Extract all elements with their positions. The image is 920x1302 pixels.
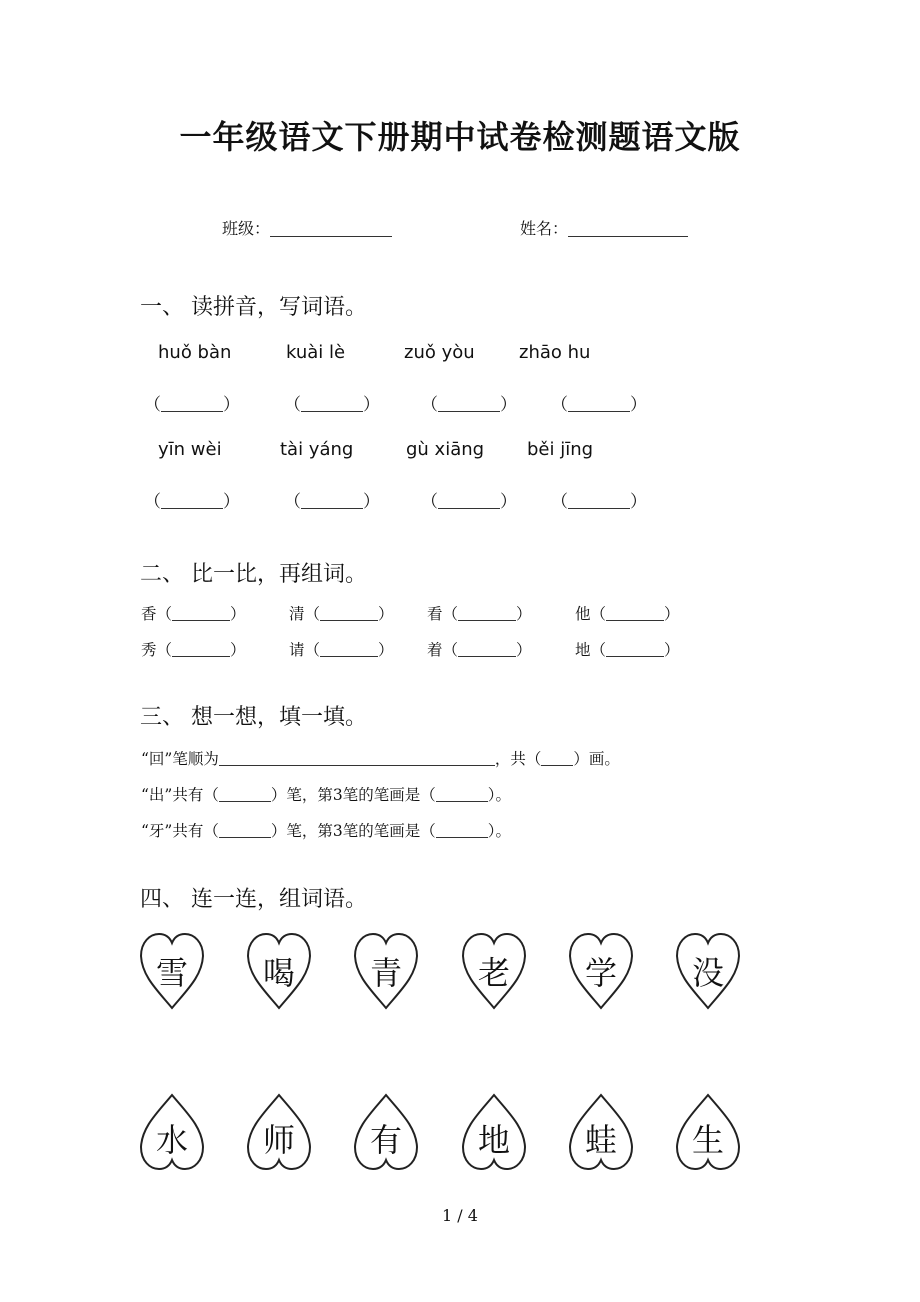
section-3-heading: 三、 想一想，填一填。 xyxy=(140,705,367,730)
prompt-text: “回”笔顺为 xyxy=(141,750,219,768)
prompt-text: ，共（ xyxy=(494,750,542,768)
blank-line[interactable] xyxy=(568,397,630,412)
stroke-order-line xyxy=(141,747,620,769)
pinyin-item: zuǒ yòu xyxy=(404,342,475,363)
compare-char: 清 xyxy=(289,605,305,623)
pinyin-item: běi jīng xyxy=(527,439,594,460)
paren-close: ） xyxy=(363,492,380,512)
paren-open: （ xyxy=(421,395,438,415)
paren-open: （ xyxy=(551,492,568,512)
blank-line[interactable] xyxy=(438,397,500,412)
blank-line[interactable] xyxy=(458,642,516,657)
prompt-text: ）。 xyxy=(487,786,511,804)
paren-open: （ xyxy=(144,395,161,415)
heart-char: 没 xyxy=(691,954,724,992)
paren-open: （ xyxy=(421,492,438,512)
class-blank[interactable] xyxy=(270,220,392,237)
blank-line[interactable] xyxy=(219,823,271,838)
compare-char: 地 xyxy=(575,641,591,659)
name-blank[interactable] xyxy=(568,220,688,237)
heart-card-bottom[interactable] xyxy=(568,1093,634,1171)
stroke-count-line xyxy=(141,819,511,841)
prompt-text: “出”共有（ xyxy=(141,786,219,804)
answer-blank[interactable] xyxy=(551,487,647,512)
paren-open: （ xyxy=(590,641,607,659)
heart-card-bottom[interactable] xyxy=(246,1093,312,1171)
blank-line[interactable] xyxy=(458,606,516,621)
heart-char: 学 xyxy=(584,954,617,992)
section-4-heading: 四、 连一连，组词语。 xyxy=(140,887,367,912)
blank-line[interactable] xyxy=(219,787,271,802)
paren-close: ） xyxy=(223,395,240,415)
paren-close: ） xyxy=(664,605,680,623)
blank-line[interactable] xyxy=(568,494,630,509)
blank-line[interactable] xyxy=(161,397,223,412)
paren-open: （ xyxy=(156,641,173,659)
paren-close: ） xyxy=(230,641,246,659)
paren-open: （ xyxy=(590,605,607,623)
paren-open: （ xyxy=(442,605,459,623)
heart-char: 喝 xyxy=(262,954,295,992)
heart-char: 青 xyxy=(369,954,402,992)
heart-card-top[interactable] xyxy=(461,932,527,1010)
compare-char: 着 xyxy=(427,641,443,659)
heart-card-bottom[interactable] xyxy=(675,1093,741,1171)
section-2-heading: 二、 比一比，再组词。 xyxy=(140,562,367,587)
compare-item xyxy=(141,602,246,624)
blank-line[interactable] xyxy=(301,494,363,509)
blank-line[interactable] xyxy=(436,823,488,838)
compare-item xyxy=(575,602,680,624)
stroke-count-line xyxy=(141,783,511,805)
answer-blank[interactable] xyxy=(421,390,517,415)
compare-char: 他 xyxy=(575,605,591,623)
blank-line[interactable] xyxy=(438,494,500,509)
class-label: 班级： xyxy=(222,219,271,238)
compare-char: 请 xyxy=(289,641,305,659)
page-title: 一年级语文下册期中试卷检测题语文版 xyxy=(179,118,741,156)
pinyin-item: gù xiāng xyxy=(406,439,485,460)
prompt-text: “牙”共有（ xyxy=(141,822,219,840)
compare-char: 香 xyxy=(141,605,157,623)
blank-line[interactable] xyxy=(161,494,223,509)
answer-blank[interactable] xyxy=(284,487,380,512)
blank-line[interactable] xyxy=(606,642,664,657)
blank-line[interactable] xyxy=(436,787,488,802)
prompt-text: ）笔，第3笔的笔画是（ xyxy=(270,822,436,840)
paren-open: （ xyxy=(284,395,301,415)
heart-char: 生 xyxy=(691,1121,724,1159)
paren-close: ） xyxy=(664,641,680,659)
paren-open: （ xyxy=(442,641,459,659)
prompt-text: ）画。 xyxy=(573,750,620,768)
paren-open: （ xyxy=(284,492,301,512)
compare-item xyxy=(141,638,246,660)
paren-open: （ xyxy=(156,605,173,623)
heart-card-top[interactable] xyxy=(675,932,741,1010)
paren-open: （ xyxy=(551,395,568,415)
blank-line[interactable] xyxy=(320,642,378,657)
pinyin-item: kuài lè xyxy=(286,342,346,363)
heart-card-top[interactable] xyxy=(246,932,312,1010)
paren-close: ） xyxy=(230,605,246,623)
answer-blank[interactable] xyxy=(284,390,380,415)
pinyin-item: yīn wèi xyxy=(158,439,222,460)
pinyin-item: zhāo hu xyxy=(519,342,591,363)
paren-close: ） xyxy=(516,605,532,623)
paren-close: ） xyxy=(500,395,517,415)
answer-blank[interactable] xyxy=(144,487,240,512)
paren-close: ） xyxy=(630,395,647,415)
heart-char: 蛙 xyxy=(584,1121,617,1159)
compare-item xyxy=(427,602,532,624)
paren-close: ） xyxy=(500,492,517,512)
blank-line[interactable] xyxy=(172,642,230,657)
answer-blank[interactable] xyxy=(421,487,517,512)
paren-close: ） xyxy=(363,395,380,415)
blank-line[interactable] xyxy=(320,606,378,621)
class-field xyxy=(222,216,392,239)
heart-card-bottom[interactable] xyxy=(139,1093,205,1171)
compare-item xyxy=(575,638,680,660)
heart-card-bottom[interactable] xyxy=(353,1093,419,1171)
prompt-text: ）笔，第3笔的笔画是（ xyxy=(270,786,436,804)
heart-card-top[interactable] xyxy=(568,932,634,1010)
heart-char: 师 xyxy=(262,1121,295,1159)
blank-line[interactable] xyxy=(219,751,495,766)
heart-char: 水 xyxy=(155,1121,188,1159)
paren-close: ） xyxy=(223,492,240,512)
blank-line[interactable] xyxy=(172,606,230,621)
answer-blank[interactable] xyxy=(144,390,240,415)
heart-char: 老 xyxy=(477,954,510,992)
paren-open: （ xyxy=(144,492,161,512)
blank-line[interactable] xyxy=(301,397,363,412)
compare-char: 看 xyxy=(427,605,443,623)
pinyin-item: tài yáng xyxy=(280,439,354,460)
pinyin-item: huǒ bàn xyxy=(158,342,232,363)
compare-item xyxy=(289,602,394,624)
compare-item xyxy=(427,638,532,660)
prompt-text: ）。 xyxy=(487,822,511,840)
paren-open: （ xyxy=(304,605,321,623)
answer-blank[interactable] xyxy=(551,390,647,415)
paren-close: ） xyxy=(630,492,647,512)
heart-char: 有 xyxy=(369,1121,402,1159)
paren-open: （ xyxy=(304,641,321,659)
blank-line[interactable] xyxy=(541,751,573,766)
compare-char: 秀 xyxy=(141,641,157,659)
compare-item xyxy=(289,638,394,660)
heart-char: 地 xyxy=(477,1121,510,1159)
heart-char: 雪 xyxy=(155,954,188,992)
name-field xyxy=(520,216,688,239)
section-1-heading: 一、 读拼音，写词语。 xyxy=(140,295,367,320)
heart-card-bottom[interactable] xyxy=(461,1093,527,1171)
paren-close: ） xyxy=(516,641,532,659)
heart-card-top[interactable] xyxy=(353,932,419,1010)
page-number: 1 / 4 xyxy=(442,1206,478,1225)
paren-close: ） xyxy=(378,641,394,659)
name-label: 姓名： xyxy=(520,219,569,238)
heart-card-top[interactable] xyxy=(139,932,205,1010)
paren-close: ） xyxy=(378,605,394,623)
blank-line[interactable] xyxy=(606,606,664,621)
